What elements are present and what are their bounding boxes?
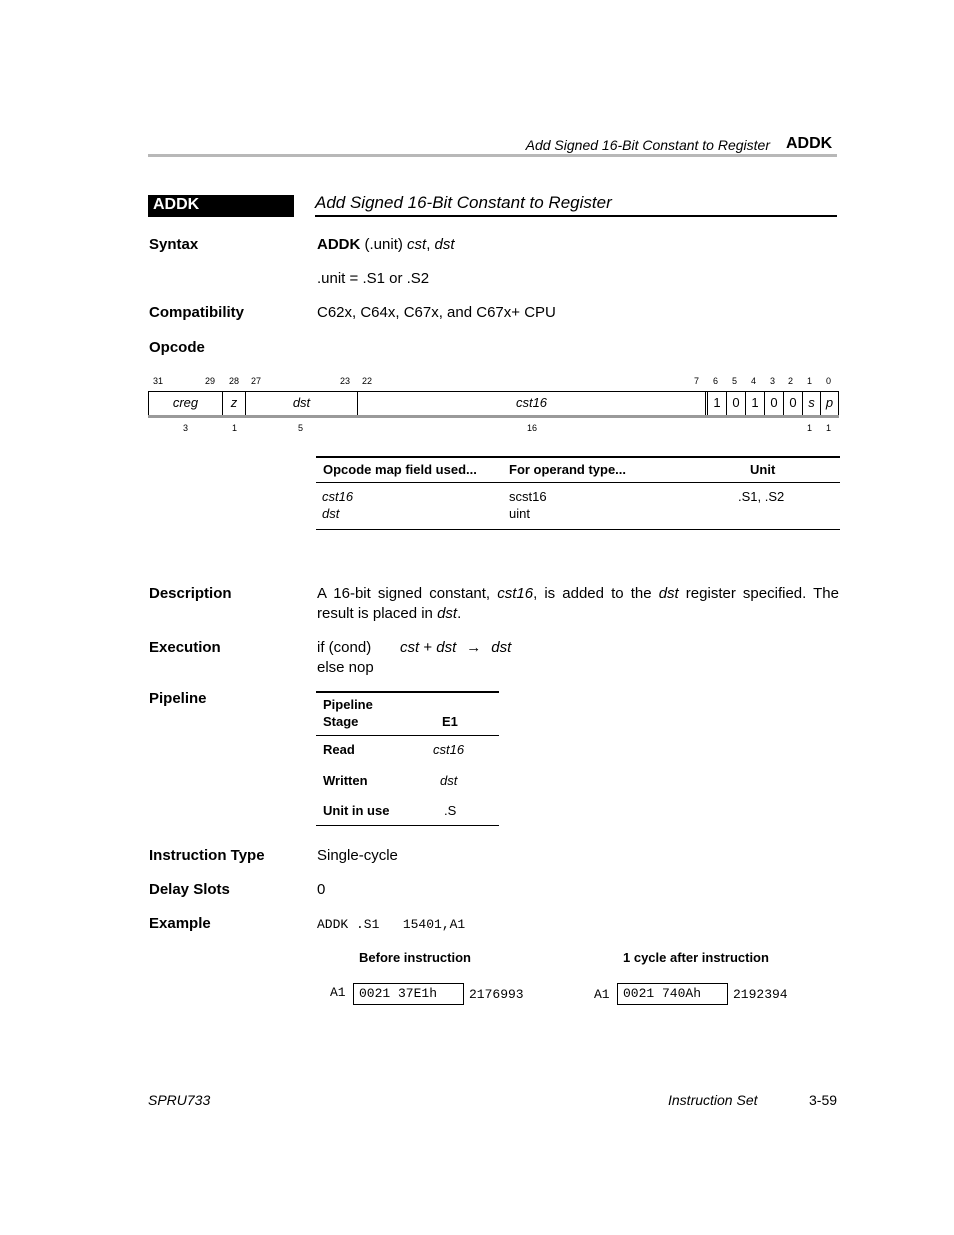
running-header-title: Add Signed 16-Bit Constant to Register <box>525 137 770 153</box>
instruction-mnemonic-box: ADDK <box>148 195 294 217</box>
before-register-decimal: 2176993 <box>469 987 524 1002</box>
pipeline-row-label: Written <box>323 773 368 788</box>
opcode-map-field: cst16 <box>322 489 354 504</box>
bit-number: 5 <box>732 376 738 386</box>
syntax-sep: , <box>426 236 435 253</box>
after-instruction-label: 1 cycle after instruction <box>623 950 769 965</box>
opcode-field-dst: dst <box>246 392 358 415</box>
syntax-op2: dst <box>434 236 455 253</box>
after-register-name: A1 <box>594 987 610 1002</box>
pipeline-bottom-rule <box>316 825 499 826</box>
bit-number: 27 <box>251 376 262 386</box>
compatibility-text: C62x, C64x, C67x, and C67x+ CPU <box>317 304 556 321</box>
pipeline-header-label1: Pipeline <box>323 697 373 712</box>
pipeline-row-label: Unit in use <box>323 803 390 818</box>
instruction-title: Add Signed 16-Bit Constant to Register <box>315 193 612 212</box>
header-rule <box>148 154 837 157</box>
opcode-field-table <box>148 391 839 416</box>
opcode-map-header-unit: Unit <box>750 462 776 477</box>
execution-else: else nop <box>317 659 374 676</box>
opcode-map-type: uint <box>509 506 530 521</box>
bit-number: 0 <box>826 376 832 386</box>
opcode-field-creg: creg <box>149 392 223 415</box>
bit-number: 23 <box>340 376 351 386</box>
execution-condition: if (cond) <box>317 639 372 656</box>
opcode-map-type: scst16 <box>509 489 547 504</box>
opcode-map-unit: .S1, .S2 <box>738 489 785 504</box>
bit-number: 4 <box>751 376 757 386</box>
field-width: 5 <box>298 423 304 433</box>
syntax-unit: (.unit) <box>360 236 408 253</box>
syntax-label: Syntax <box>149 236 199 253</box>
bit-number: 7 <box>694 376 700 386</box>
opcode-label: Opcode <box>149 339 205 356</box>
field-width: 1 <box>232 423 238 433</box>
pipeline-header-label2: Stage <box>323 714 359 729</box>
opcode-field-z: z <box>223 392 246 415</box>
opcode-table-shadow <box>148 415 839 418</box>
instruction-type-label: Instruction Type <box>149 847 265 864</box>
instruction-title-rule <box>315 215 837 217</box>
pipeline-row-label: Read <box>323 742 355 757</box>
execution-expression: cst + dst → dst <box>400 639 512 656</box>
opcode-map-header-field: Opcode map field used... <box>323 462 477 477</box>
before-register-value: 0021 37E1h <box>353 983 464 1005</box>
pipeline-row-value: cst16 <box>433 742 465 757</box>
opcode-map-header-type: For operand type... <box>509 462 627 477</box>
description-label: Description <box>149 585 232 602</box>
syntax-line <box>317 236 455 253</box>
description-line1: A 16-bit signed constant, cst16, is added to the dst register specified. The <box>317 585 839 602</box>
bit-number: 31 <box>153 376 164 386</box>
delay-slots-label: Delay Slots <box>149 881 230 898</box>
before-instruction-label: Before instruction <box>359 950 471 965</box>
opcode-map-top-rule <box>316 456 840 458</box>
opcode-field-p: p <box>825 395 834 410</box>
pipeline-header-e1: E1 <box>442 714 458 729</box>
pipeline-label: Pipeline <box>149 690 207 707</box>
bit-number: 1 <box>807 376 813 386</box>
after-register-value: 0021 740Ah <box>617 983 728 1005</box>
pipeline-row-value: dst <box>440 773 458 788</box>
delay-slots-value: 0 <box>317 881 326 898</box>
compatibility-label: Compatibility <box>149 304 245 321</box>
opcode-field-bit: 0 <box>784 392 803 415</box>
field-width: 16 <box>527 423 538 433</box>
running-header-mnemonic: ADDK <box>786 135 833 152</box>
before-register-name: A1 <box>330 985 346 1000</box>
footer-page-number: 3-59 <box>809 1092 838 1108</box>
instruction-type-value: Single-cycle <box>317 847 398 864</box>
opcode-field-cst16: cst16 <box>358 392 708 415</box>
pipeline-top-rule <box>316 691 499 693</box>
bit-number: 3 <box>770 376 776 386</box>
opcode-map-header-rule <box>316 482 840 483</box>
arrow-icon: → <box>466 639 482 656</box>
execution-label: Execution <box>149 639 221 656</box>
opcode-field-bit: 1 <box>708 392 727 415</box>
example-label: Example <box>149 915 211 932</box>
pipeline-header-rule <box>316 735 499 736</box>
opcode-field-s: s <box>803 392 821 415</box>
bit-number: 2 <box>788 376 794 386</box>
bit-number: 28 <box>229 376 240 386</box>
footer-section: Instruction Set <box>668 1092 758 1108</box>
field-width: 3 <box>183 423 189 433</box>
description-line2: result is placed in dst. <box>317 605 462 622</box>
bit-number: 29 <box>205 376 216 386</box>
opcode-field-bit: 0 <box>727 392 746 415</box>
syntax-mnemonic: ADDK <box>317 236 361 253</box>
opcode-map-field: dst <box>322 506 340 521</box>
syntax-op1: cst <box>407 236 427 253</box>
opcode-field-bit: 1 <box>746 392 765 415</box>
opcode-field-bit: 0 <box>765 392 784 415</box>
bit-number: 22 <box>362 376 373 386</box>
after-register-decimal: 2192394 <box>733 987 788 1002</box>
footer-doc-number: SPRU733 <box>148 1092 211 1108</box>
example-code: ADDK .S1 15401,A1 <box>317 917 466 932</box>
opcode-map-bottom-rule <box>316 529 840 530</box>
field-width: 1 <box>807 423 813 433</box>
pipeline-row-value: .S <box>444 803 457 818</box>
syntax-unit-line: .unit = .S1 or .S2 <box>317 270 430 287</box>
field-width: 1 <box>826 423 832 433</box>
bit-number: 6 <box>713 376 719 386</box>
